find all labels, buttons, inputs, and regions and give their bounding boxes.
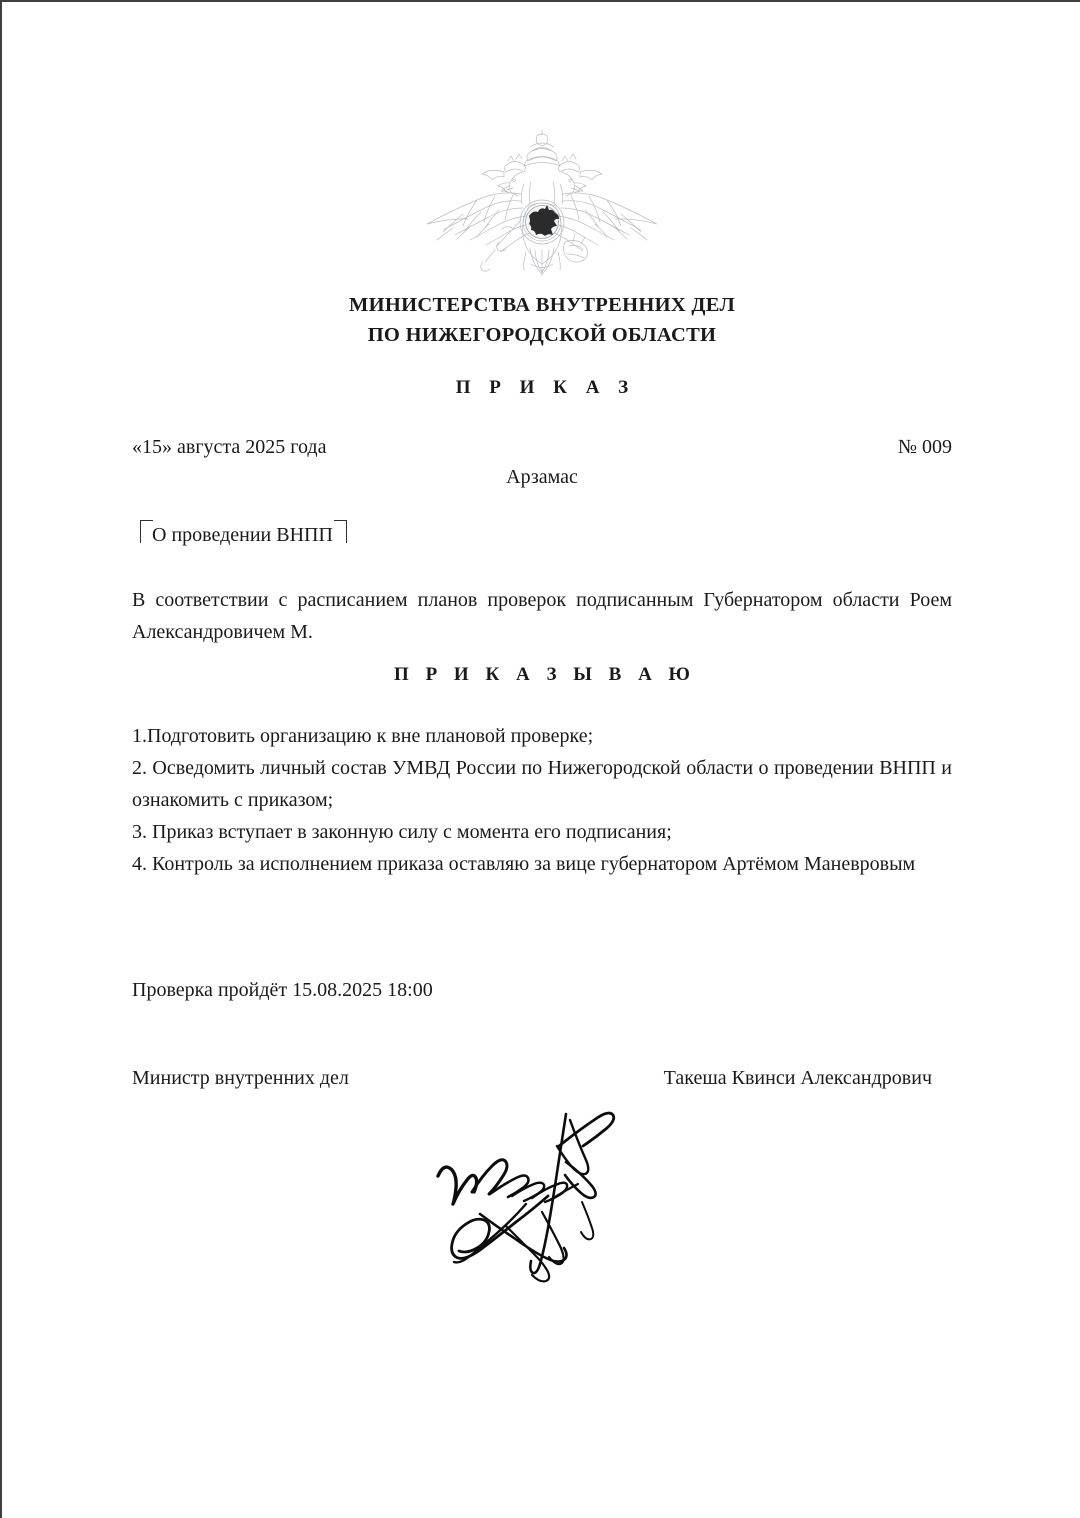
subject-bracket-box [140, 520, 347, 550]
organization-title [2, 290, 1080, 350]
order-item: 4. Контроль за исполнением приказа оставляю за вице губернатором Артёмом Маневровым [132, 853, 916, 875]
subject-row [140, 520, 347, 550]
date-and-number-row [132, 436, 952, 459]
inspection-note: Проверка пройдёт 15.08.2025 18:00 [132, 979, 433, 1001]
order-item: 1.Подготовить организацию к вне плановой проверке; [132, 725, 594, 747]
intro-paragraph: В соответствии с расписанием планов проверок подписанным Губернатором области Роем Александровичем М. [132, 589, 952, 643]
order-heading: П Р И К А З Ы В А Ю [394, 664, 696, 685]
emblem-container [2, 124, 1080, 276]
order-item: 2. Осведомить личный состав УМВД России по Нижегородской области о проведении ВНПП и ознакомить с приказом; [132, 757, 952, 811]
document-kind-heading: П Р И К А З [455, 377, 636, 398]
organization-line-2: ПО НИЖЕГОРОДСКОЙ ОБЛАСТИ [367, 324, 717, 346]
subject-text: О проведении ВНПП [152, 524, 333, 546]
order-item: 3. Приказ вступает в законную силу с момента его подписания; [132, 821, 672, 843]
signer-title: Министр внутренних дел [132, 1067, 349, 1089]
signature-container [420, 1084, 660, 1299]
order-items-list [132, 720, 952, 880]
document-number: № 009 [897, 436, 952, 458]
handwritten-signature [420, 1084, 660, 1299]
document-date: «15» августа 2025 года [132, 436, 327, 458]
signer-name: Такеша Квинси Александрович [663, 1067, 932, 1089]
document-city: Арзамас [506, 466, 578, 488]
russian-mvd-double-headed-eagle-emblem [409, 124, 675, 276]
organization-line-1: МИНИСТЕРСТВА ВНУТРЕННИХ ДЕЛ [348, 294, 736, 316]
